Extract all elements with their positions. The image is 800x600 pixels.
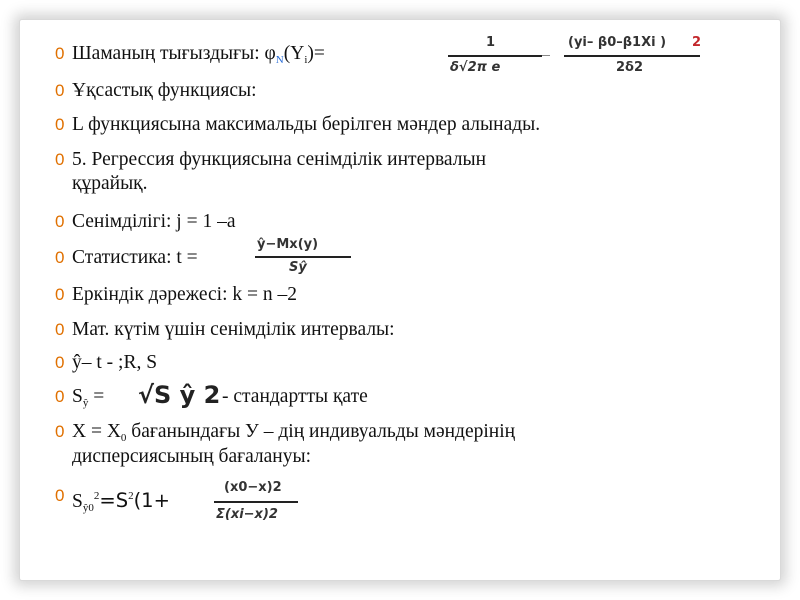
line-text: құрайық. [72, 173, 148, 194]
bullet-marker: 0 [55, 115, 65, 134]
list-item [72, 148, 486, 172]
list-item [72, 210, 235, 234]
variance-formula [212, 480, 302, 530]
bullet-marker: 0 [55, 212, 65, 231]
bullet-marker: 0 [55, 285, 65, 304]
list-item-continuation [72, 172, 148, 196]
bullet-marker: 0 [55, 353, 65, 372]
bullet-marker: 0 [55, 44, 65, 63]
bullet-marker: 0 [55, 387, 65, 406]
bullet-marker: 0 [55, 486, 65, 505]
density-denominator: δ√2π e [450, 60, 501, 75]
line-text-tail: (Y [283, 43, 305, 64]
line-text: S [72, 491, 83, 512]
exponent-denominator: 2δ2 [616, 60, 644, 75]
line-text: Сенімділігі: j = 1 –a [72, 211, 236, 232]
superscript: 2 [128, 490, 134, 502]
line-text: Статистика: t = [72, 247, 198, 268]
line-text: Шаманың тығыздығы: φ [72, 43, 276, 64]
bullet-marker: 0 [55, 320, 65, 339]
line-text: L функциясына максимальды берілген мәндер алынады. [72, 114, 541, 135]
line-text: Мат. күтім үшін сенімділік интервалы: [72, 319, 395, 340]
line-text-tail: = [88, 386, 105, 407]
fraction-bar [448, 55, 542, 57]
list-item [72, 283, 297, 307]
list-item [72, 113, 540, 137]
line-text-tail: (1+ [133, 489, 170, 512]
fraction-bar [564, 55, 700, 57]
line-text: дисперсиясының бағалануы: [72, 446, 312, 467]
subscript: ŷ0 [82, 502, 94, 514]
list-item [72, 351, 157, 375]
subscript: 0 [120, 432, 127, 444]
list-item-trailer [222, 385, 368, 409]
variance-denominator: Σ(xi−x)2 [216, 507, 278, 522]
line-text: Еркіндік дәрежесі: k = n –2 [72, 284, 298, 305]
subscript: N [275, 54, 284, 66]
bullet-marker: 0 [55, 81, 65, 100]
density-formula [440, 33, 710, 81]
statistic-numerator: ŷ−Mx(y) [257, 237, 319, 252]
variance-numerator: (x0−x)2 [224, 480, 282, 495]
line-text-tail: бағанындағы У – дің индивуальды мәндерінің [126, 421, 516, 442]
density-numerator: 1 [486, 35, 496, 50]
fraction-bar [542, 55, 550, 56]
fraction-bar [214, 501, 298, 503]
subscript: ŷ [82, 397, 89, 409]
list-item-continuation [72, 445, 311, 469]
statistic-formula [253, 234, 353, 284]
line-text: ŷ– t - ;R, S [72, 352, 158, 373]
list-item [72, 318, 395, 342]
line-text: Ұқсастық функциясы: [72, 80, 257, 101]
list-item [72, 385, 104, 415]
list-item [72, 79, 257, 103]
line-text: S [72, 386, 83, 407]
line-text: - стандартты қате [222, 386, 368, 407]
list-item [72, 246, 198, 270]
list-item [72, 42, 325, 72]
line-text: 5. Регрессия функциясына сенімділік интервалын [72, 149, 487, 170]
list-item [72, 484, 170, 520]
subscript: i [304, 54, 308, 66]
exponent-power: 2 [692, 35, 702, 50]
exponent-numerator: (yi– β0–β1Xi ) [568, 35, 667, 50]
bullet-marker: 0 [55, 422, 65, 441]
fraction-bar [255, 256, 351, 258]
line-text-tail: )= [307, 43, 325, 64]
line-text-tail: =S [99, 489, 129, 512]
std-error-root: √S ŷ 2 [138, 381, 221, 409]
bullet-marker: 0 [55, 248, 65, 267]
statistic-denominator: Sŷ [289, 260, 307, 275]
bullet-marker: 0 [55, 150, 65, 169]
superscript: 2 [93, 490, 100, 502]
line-text: X = X [72, 421, 121, 442]
std-error-formula [138, 380, 221, 416]
